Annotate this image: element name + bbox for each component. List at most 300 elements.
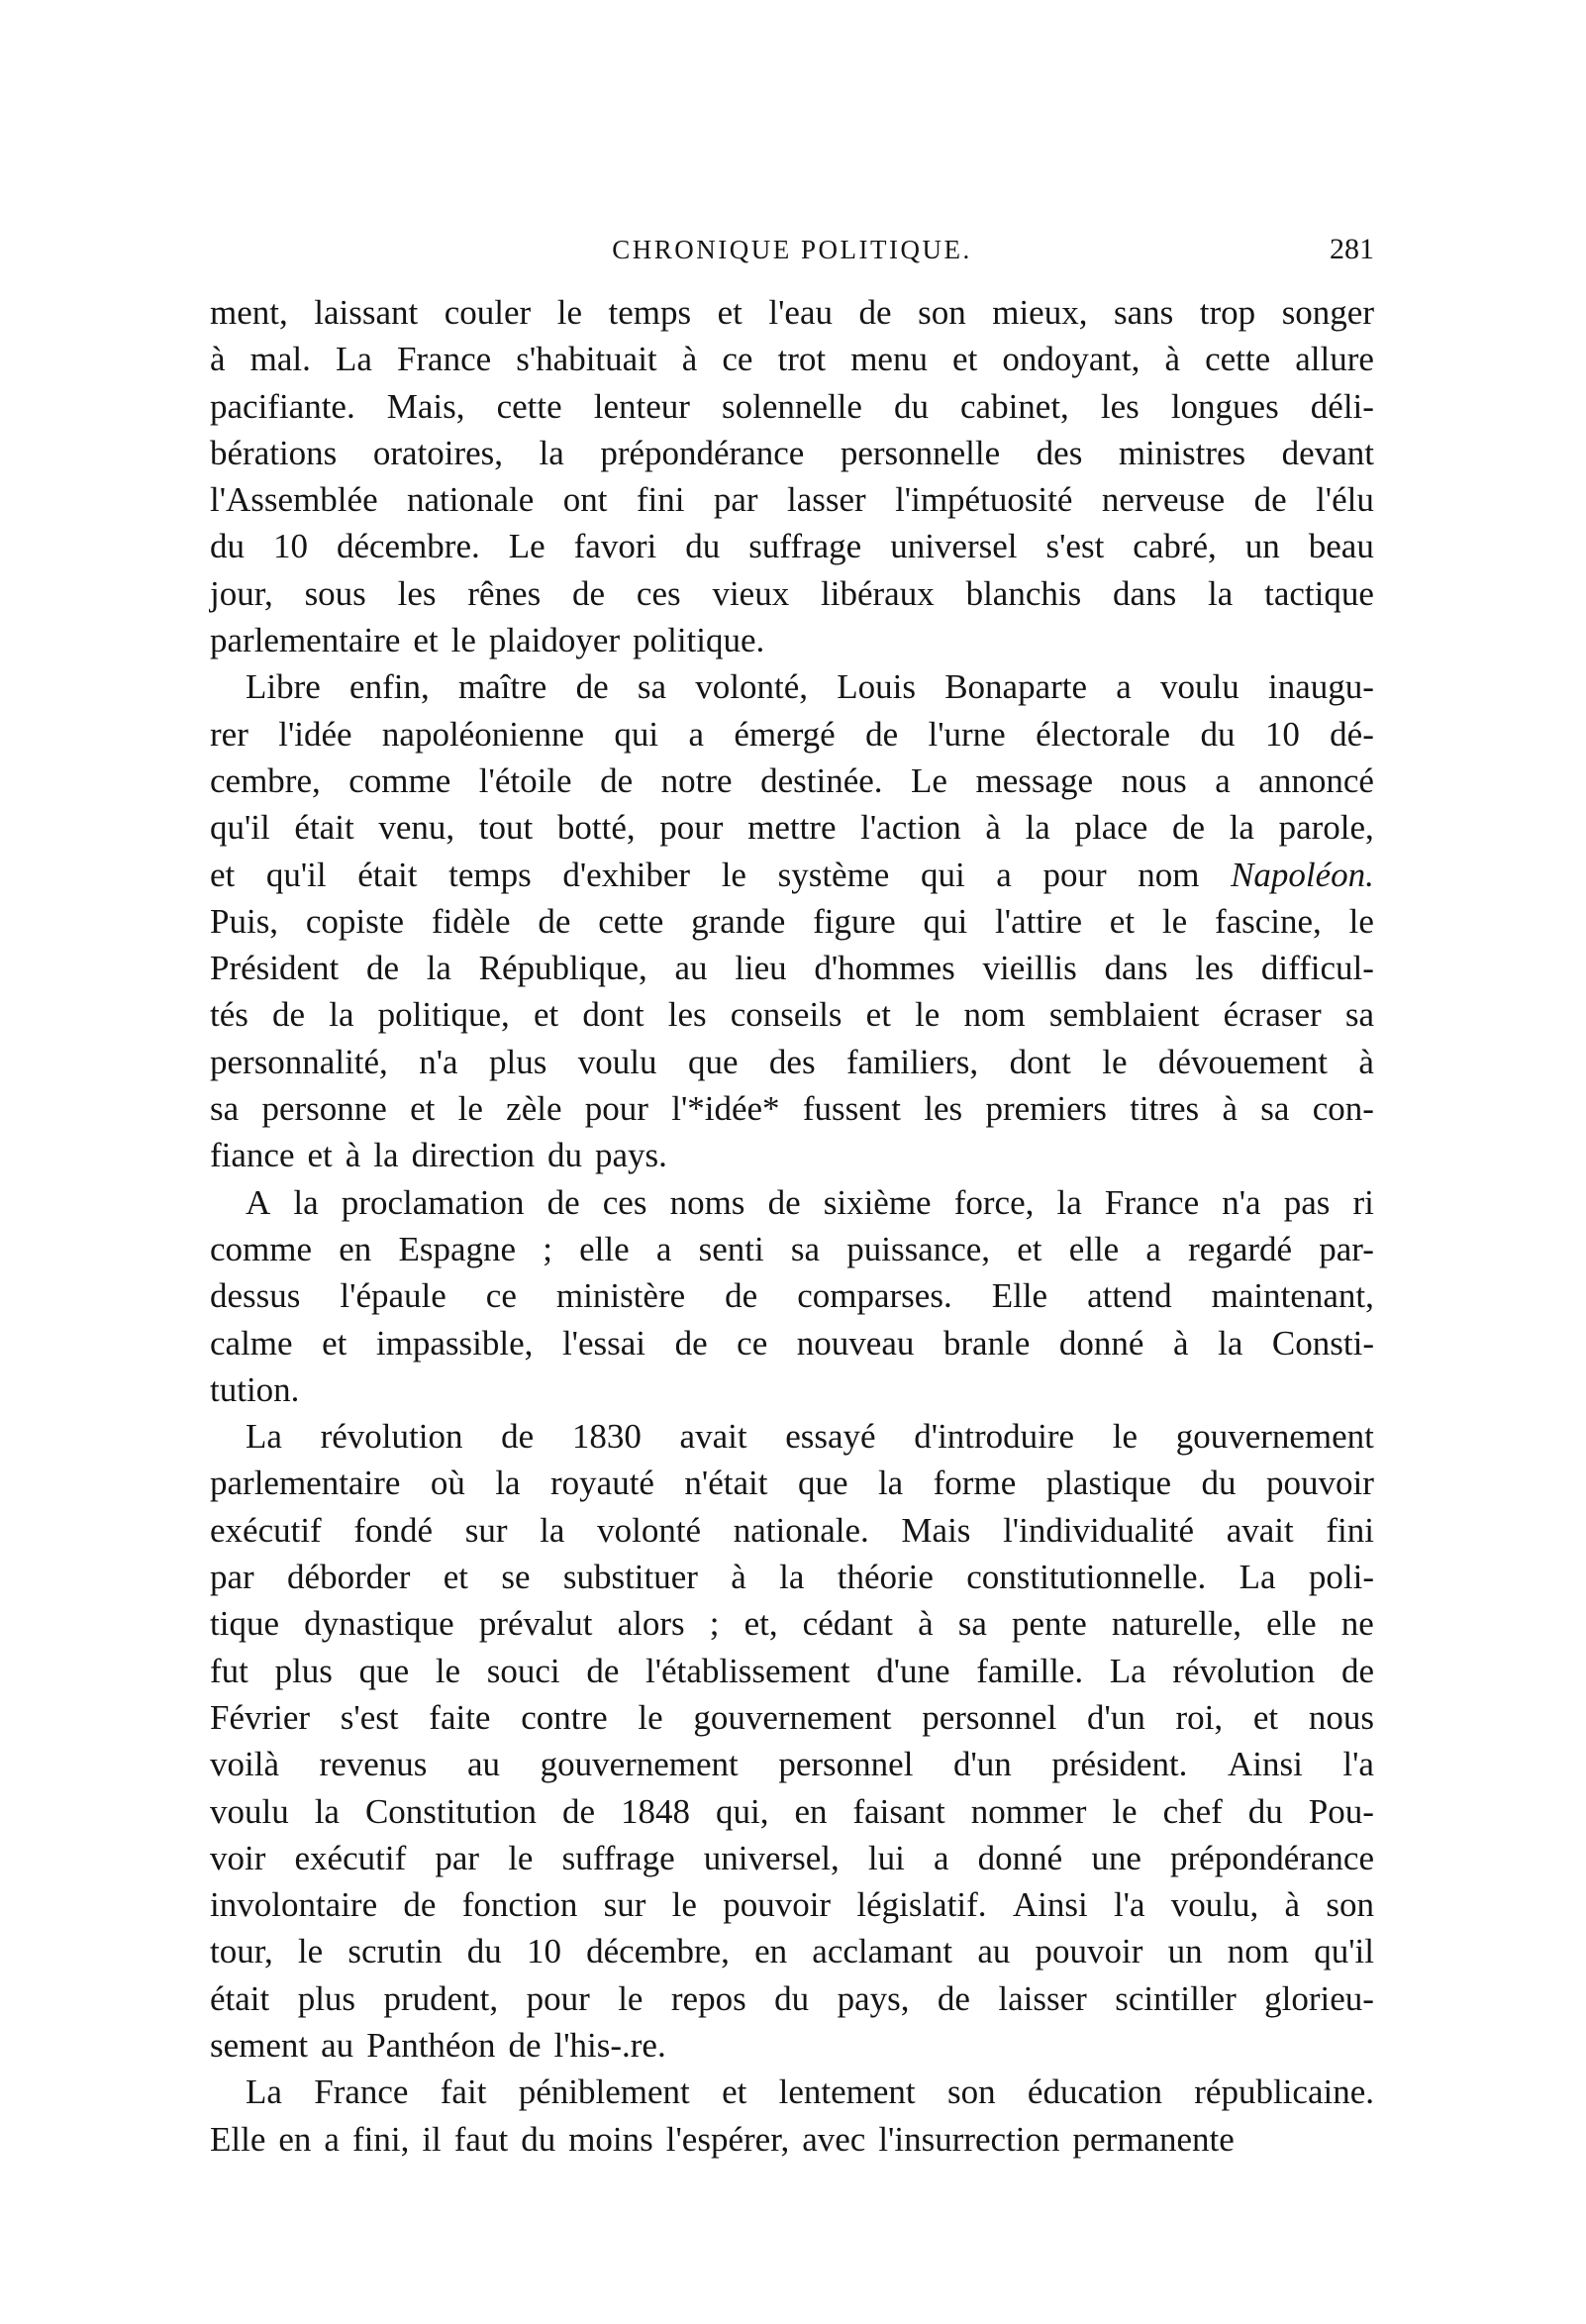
word: le [1112,1791,1138,1831]
word: que [797,1464,848,1503]
word: souci [486,1651,560,1690]
word: cabinet, [960,386,1069,426]
paragraph [210,289,1374,663]
word: a [324,2119,340,2159]
word: des [768,1042,816,1081]
word: nationale. [733,1510,869,1550]
paragraph [210,2069,1374,2163]
word: d'introduire [914,1417,1075,1457]
word: maintenant, [1211,1276,1374,1316]
word: gouvernement [693,1697,892,1737]
word: la [1218,1323,1243,1363]
word: tique [210,1604,279,1644]
word: dont [582,995,644,1035]
word: la [539,433,564,472]
word: dévouement [1157,1042,1328,1081]
word: constitutionnelle. [966,1558,1207,1597]
word: personne [261,1089,387,1129]
word: fait [440,2072,487,2112]
word: destinée. [760,760,883,800]
word: la [1229,808,1254,848]
text-line [210,430,1374,476]
word: ondoyant, [1002,340,1140,379]
text-line [210,1366,1374,1413]
word: nous [1121,760,1187,800]
word: voulu [1160,667,1239,707]
word: s'est [340,1697,399,1737]
word: de [272,995,306,1035]
word: à [1164,340,1181,379]
word: sans [1113,293,1174,332]
word: Bonaparte [944,667,1088,707]
word: électorale [1036,714,1171,754]
word: s'est [1045,527,1105,566]
word: de [674,1323,708,1363]
text-line [210,1460,1374,1506]
word: La [1239,1558,1276,1597]
word: exécutif [294,1838,407,1877]
word: l'*idée* [671,1089,780,1129]
word: l'espérer, [665,2119,790,2159]
word: involontaire [210,1885,378,1925]
text-line [210,1788,1374,1835]
text-line [210,2069,1374,2115]
word: l'Assemblée [210,480,378,520]
word: Le [508,527,545,566]
word: qu'il [265,855,327,894]
word: pour [526,1978,590,2018]
word: et [722,2072,747,2112]
word: et, [743,1604,778,1644]
word: place [1074,808,1148,848]
word: Le [911,760,947,800]
word: roi, [1175,1697,1224,1737]
word: fussent [802,1089,901,1129]
word: qui [923,901,968,941]
word: beau [1308,527,1374,566]
word: substituer [562,1558,698,1597]
word: de [538,901,571,941]
text-line [210,1132,1374,1178]
text-line [210,336,1374,382]
word: plus [297,1978,356,2018]
word: faisant [852,1791,945,1831]
word: et [1252,1697,1279,1737]
word: pour [659,808,724,848]
word: Février [210,1697,311,1737]
word: de [575,667,609,707]
word: l'essai [561,1323,646,1363]
word: l'étoile [478,760,572,800]
word: le [618,1978,644,2018]
word: les [1195,949,1235,988]
word: temps [448,855,532,894]
word: tution. [210,1369,300,1409]
word: le [297,1932,324,1971]
word: l'individualité [1003,1510,1195,1550]
word: de [508,2025,542,2065]
word: républicaine. [1194,2072,1374,2112]
word: sa [210,1089,240,1129]
word: nommer [970,1791,1087,1831]
word: essayé [785,1417,876,1457]
word: nom [963,995,1026,1035]
text-line [210,804,1374,851]
word: les [924,1089,963,1129]
word: cembre, [210,760,321,800]
word: politique. [633,621,765,660]
word: qui [920,855,965,894]
word: en [794,1791,828,1831]
word: l'a [1342,1745,1374,1784]
text-line [210,1413,1374,1460]
word: la [373,1136,399,1175]
word: regardé [1188,1229,1293,1268]
text-line [210,2022,1374,2069]
text-line [210,711,1374,758]
text-line [210,1507,1374,1554]
text-line [210,383,1374,430]
word: La [1109,1651,1146,1690]
word: dessus [210,1276,301,1316]
word: premiers [985,1089,1107,1129]
word: de [937,1978,970,2018]
word: personnel [922,1697,1057,1737]
word: voir [210,1838,266,1877]
text-line [210,991,1374,1038]
word: voulu [210,1791,289,1831]
word: de [562,1791,596,1831]
text-line [210,1039,1374,1085]
word: prudent, [383,1978,499,2018]
word: et [533,995,559,1035]
word: et [865,995,891,1035]
word: nouveau [796,1323,915,1363]
word: plaidoyer [488,621,621,660]
word: la [877,1464,904,1503]
word: lenteur [593,386,690,426]
word: et [210,855,236,894]
word: oratoires, [372,433,504,472]
word: par- [1319,1229,1374,1268]
word: sa [1344,995,1374,1035]
word: d'exhiber [562,855,691,894]
word: dont [1009,1042,1071,1081]
word: notre [660,760,733,800]
word: éducation [1027,2072,1162,2112]
word: France [314,2072,409,2112]
word: lui [867,1838,905,1877]
word: et [952,340,978,379]
text-line [210,1835,1374,1881]
word: vieillis [982,949,1077,988]
word: émergé [734,714,836,754]
word: le [1112,1417,1139,1457]
word: 1830 [571,1417,642,1457]
text-line [210,2116,1374,2163]
word: son [1326,1885,1374,1925]
text-line [210,476,1374,523]
word: fut [210,1651,248,1690]
word: pouvoir [723,1885,832,1925]
word: chef [1162,1791,1223,1831]
word: plus [489,1042,547,1081]
word: donné [977,1838,1063,1877]
word: sement [210,2025,309,2065]
word: permanente [1072,2119,1235,2159]
paragraph [210,1413,1374,2069]
word: famille. [976,1651,1084,1690]
word: nationale [407,480,535,520]
paragraph [210,663,1374,1178]
word: rer [210,714,248,754]
word: Espagne [398,1229,517,1268]
word: en [339,1229,372,1268]
word: revenus [319,1745,428,1784]
word: calme [210,1323,293,1363]
word: universel [890,527,1018,566]
word: son [946,2072,996,2112]
text-line [210,1975,1374,2022]
text-line [210,945,1374,991]
word: était [357,855,418,894]
word: et [717,293,743,332]
word: Constitution [364,1791,538,1831]
word: le [508,1838,534,1877]
word: plastique [1045,1464,1172,1503]
word: 10 [526,1932,561,1971]
word: acclamant [812,1932,953,1971]
word: au [674,949,708,988]
word: le [1102,1042,1128,1081]
word: les [397,573,437,613]
word: cette [598,901,664,941]
word: fascine, [1214,901,1322,941]
word: l'idée [278,714,352,754]
word: l'attire [995,901,1082,941]
word: scintiller [1115,1978,1237,2018]
word: puissance, [846,1229,991,1268]
word: Louis [837,667,916,707]
word: copiste [305,901,405,941]
word: par [713,480,758,520]
word: tés [210,995,248,1035]
word: du [521,2119,556,2159]
word: de [365,949,399,988]
word: cabré, [1133,527,1217,566]
word: A [246,1182,271,1222]
text-line [210,570,1374,617]
word: botté, [556,808,636,848]
word: et [1017,1229,1042,1268]
word: son [918,293,966,332]
word: pays. [594,1136,667,1175]
word: plus [274,1651,333,1690]
running-title: CHRONIQUE POLITIQUE. [612,235,972,264]
word: du [210,527,245,566]
word: révolution [1172,1651,1316,1690]
text-line [210,1320,1374,1366]
word: pour [1042,855,1107,894]
word: et [413,621,439,660]
word: que [687,1042,739,1081]
word: direction [411,1136,535,1175]
word: l'eau [768,293,834,332]
text-line [210,1928,1374,1974]
word: de [1171,808,1206,848]
word: France [396,340,492,379]
word: lentement [778,2072,916,2112]
word: pour [584,1089,648,1129]
word: Mais [901,1510,971,1550]
word: suffrage [561,1838,675,1877]
word: familiers, [845,1042,979,1081]
word: longues [1170,386,1279,426]
word: naturelle, [1111,1604,1242,1644]
word: personnelle [840,433,1001,472]
word: d'hommes [814,949,955,988]
word: nom [1227,1932,1290,1971]
word: prévalut [478,1604,593,1644]
word: voulu, [1170,1885,1259,1925]
word: qu'il [210,808,270,848]
word: impassible, [375,1323,534,1363]
word: La [335,340,372,379]
word: se [501,1558,531,1597]
word: par [210,1558,254,1597]
word: semblaient [1048,995,1200,1035]
word: la [1208,573,1234,613]
word: il [422,2119,442,2159]
word: s'habituait [516,340,657,379]
word: branle [942,1323,1031,1363]
word: rênes [467,573,542,613]
word: de [767,1182,801,1222]
word: a [996,855,1012,894]
word: nous [1308,1697,1374,1737]
text-line [210,1226,1374,1272]
word: gouvernement [540,1745,739,1784]
word: n'a [419,1042,458,1081]
word: de [725,1276,758,1316]
word: Président [210,949,340,988]
word: dynastique [304,1604,454,1644]
word: ce [485,1276,517,1316]
word: ce [722,340,753,379]
word: à [1284,1885,1301,1925]
text-line [210,898,1374,945]
word: le [638,1697,663,1737]
word: glorieu- [1264,1978,1374,2018]
word: universel, [703,1838,840,1877]
word: théorie [837,1558,934,1597]
word: à [1222,1089,1238,1129]
word: parole, [1278,808,1374,848]
word: fini [1326,1510,1374,1550]
body-text [210,289,1374,2163]
word: du [685,527,721,566]
word: du [1200,714,1236,754]
word: volonté [597,1510,702,1550]
word: ; [709,1604,720,1644]
word: comparses. [797,1276,952,1316]
text-line [210,1554,1374,1600]
word: Napoléon. [1231,855,1374,894]
word: le [671,1885,697,1925]
word: avec [802,2119,866,2159]
word: inaugu- [1268,667,1374,707]
word: de [572,573,606,613]
word: suffrage [748,527,862,566]
word: et [322,1323,347,1363]
word: voulu [577,1042,657,1081]
word: par [435,1838,480,1877]
word: d'un [1087,1697,1145,1737]
word: l'urne [928,714,1006,754]
word: attend [1087,1276,1172,1316]
word: de [586,1651,620,1690]
word: et [410,1089,436,1129]
word: la [314,1791,340,1831]
word: le [1161,901,1188,941]
word: elle [1266,1604,1317,1644]
word: a [655,1229,672,1268]
word: l'épaule [340,1276,446,1316]
word: laissant [314,293,419,332]
word: à [918,1604,934,1644]
paragraph [210,1179,1374,1413]
word: donné [1058,1323,1144,1363]
text-line [210,1179,1374,1226]
word: et [443,1558,469,1597]
word: comme [210,1229,313,1268]
word: Libre [246,667,321,707]
text-line [210,1741,1374,1787]
word: annoncé [1258,760,1374,800]
word: Pou- [1308,1791,1374,1831]
word: à [345,1136,361,1175]
word: exécutif [210,1510,322,1550]
word: décembre. [336,527,480,566]
word: l'élu [1316,480,1374,520]
word: Elle [210,2119,266,2159]
word: faite [429,1697,491,1737]
word: jour, [210,573,273,613]
word: lieu [735,949,787,988]
word: politique, [377,995,510,1035]
word: système [777,855,890,894]
word: elle [1068,1229,1120,1268]
word: l'a [1113,1885,1145,1925]
word: fini [636,480,685,520]
page-number: 281 [1330,233,1374,265]
word: solennelle [721,386,862,426]
word: sous [304,573,366,613]
word: mettre [747,808,837,848]
word: a [1116,667,1132,707]
word: trot [777,340,827,379]
word: pente [1011,1604,1087,1644]
word: déborder [287,1558,411,1597]
word: 10 [272,527,308,566]
word: ministère [555,1276,686,1316]
word: lasser [786,480,866,520]
word: de [600,760,634,800]
word: à [985,808,1001,848]
word: au [466,1745,501,1784]
word: volonté, [695,667,808,707]
word: le [1348,901,1374,941]
